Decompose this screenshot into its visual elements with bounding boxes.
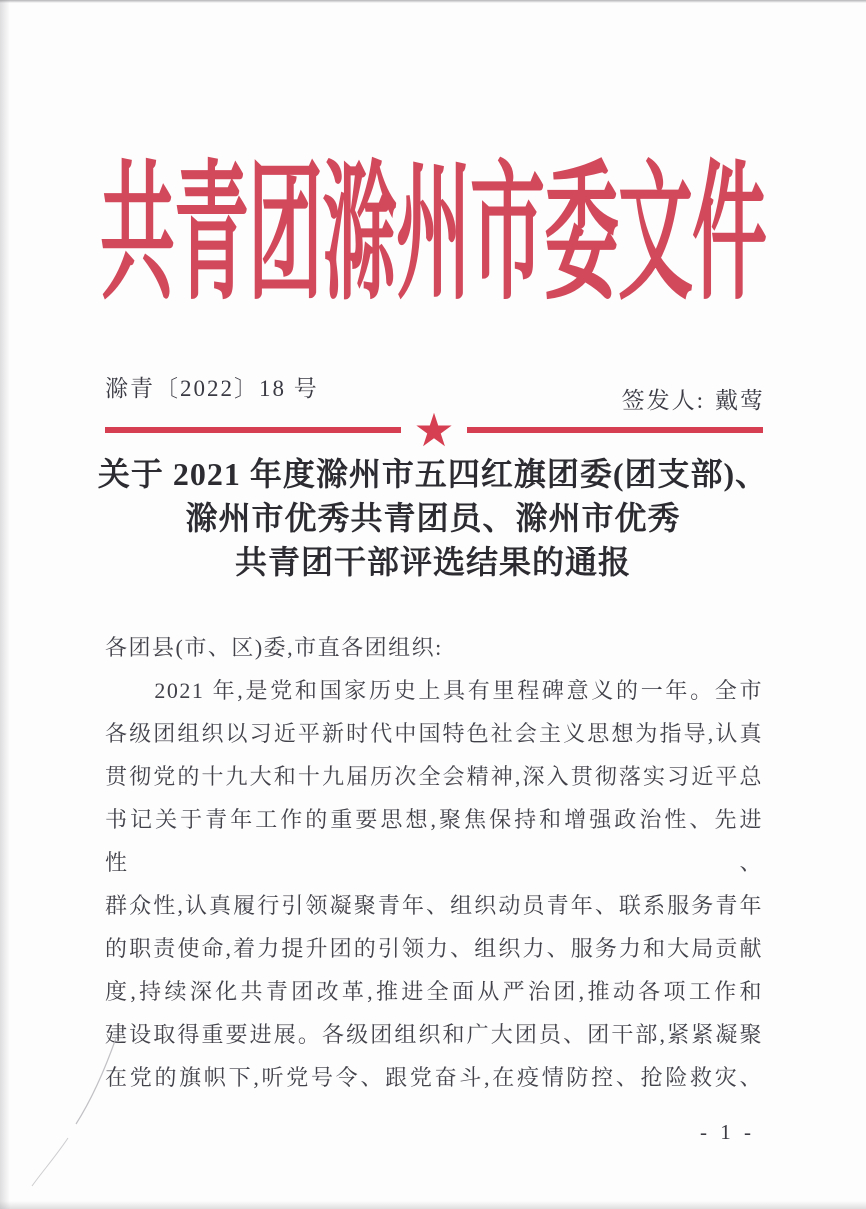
star-icon: ★ — [413, 403, 455, 457]
scan-edge-top — [0, 0, 866, 3]
org-title-text: 共青团滁州市委文件 — [100, 152, 767, 318]
salutation: 各团县(市、区)委,市直各团组织: — [105, 635, 443, 660]
document-title-line: 关于 2021 年度滁州市五四红旗团委(团支部)、 — [97, 456, 769, 492]
body-text-line: 建设取得重要进展。各级团组织和广大团员、团干部,紧紧凝聚 — [105, 1022, 763, 1047]
issuer-name: 戴莺 — [715, 388, 765, 413]
issuer-label: 签发人: — [621, 388, 705, 413]
document-body — [105, 626, 763, 1099]
body-text-line: 的职责使命,着力提升团的引领力、组织力、服务力和大局贡献 — [105, 936, 763, 961]
body-text-line: 贯彻党的十九大和十九届历次全会精神,深入贯彻落实习近平总 — [105, 764, 763, 789]
red-header — [0, 152, 866, 318]
body-text-line: 书记关于青年工作的重要思想,聚焦保持和增强政治性、先进性、 — [105, 807, 763, 875]
star-divider — [105, 403, 763, 457]
scan-crease — [28, 1030, 138, 1190]
body-paragraph — [105, 669, 763, 1099]
body-text-line: 2021 年,是党和国家历史上具有里程碑意义的一年。全市 — [105, 678, 763, 703]
body-text-line: 度,持续深化共青团改革,推进全面从严治团,推动各项工作和 — [105, 979, 763, 1004]
document-title — [60, 452, 806, 584]
divider-rule-left — [105, 427, 401, 433]
doc-number: 滁青〔2022〕18 号 — [105, 376, 319, 401]
body-text-line: 各级团组织以习近平新时代中国特色社会主义思想为指导,认真 — [105, 721, 763, 746]
page-number: - 1 - — [700, 1120, 755, 1144]
body-text-line: 在党的旗帜下,听党号令、跟党奋斗,在疫情防控、抢险救灾、 — [105, 1065, 763, 1090]
divider-rule-right — [467, 427, 763, 433]
document-title-line: 共青团干部评选结果的通报 — [234, 544, 631, 580]
document-title-line: 滁州市优秀共青团员、滁州市优秀 — [185, 500, 681, 536]
body-text-line: 群众性,认真履行引领凝聚青年、组织动员青年、联系服务青年 — [105, 893, 763, 918]
scan-edge-bottom — [0, 1201, 866, 1209]
